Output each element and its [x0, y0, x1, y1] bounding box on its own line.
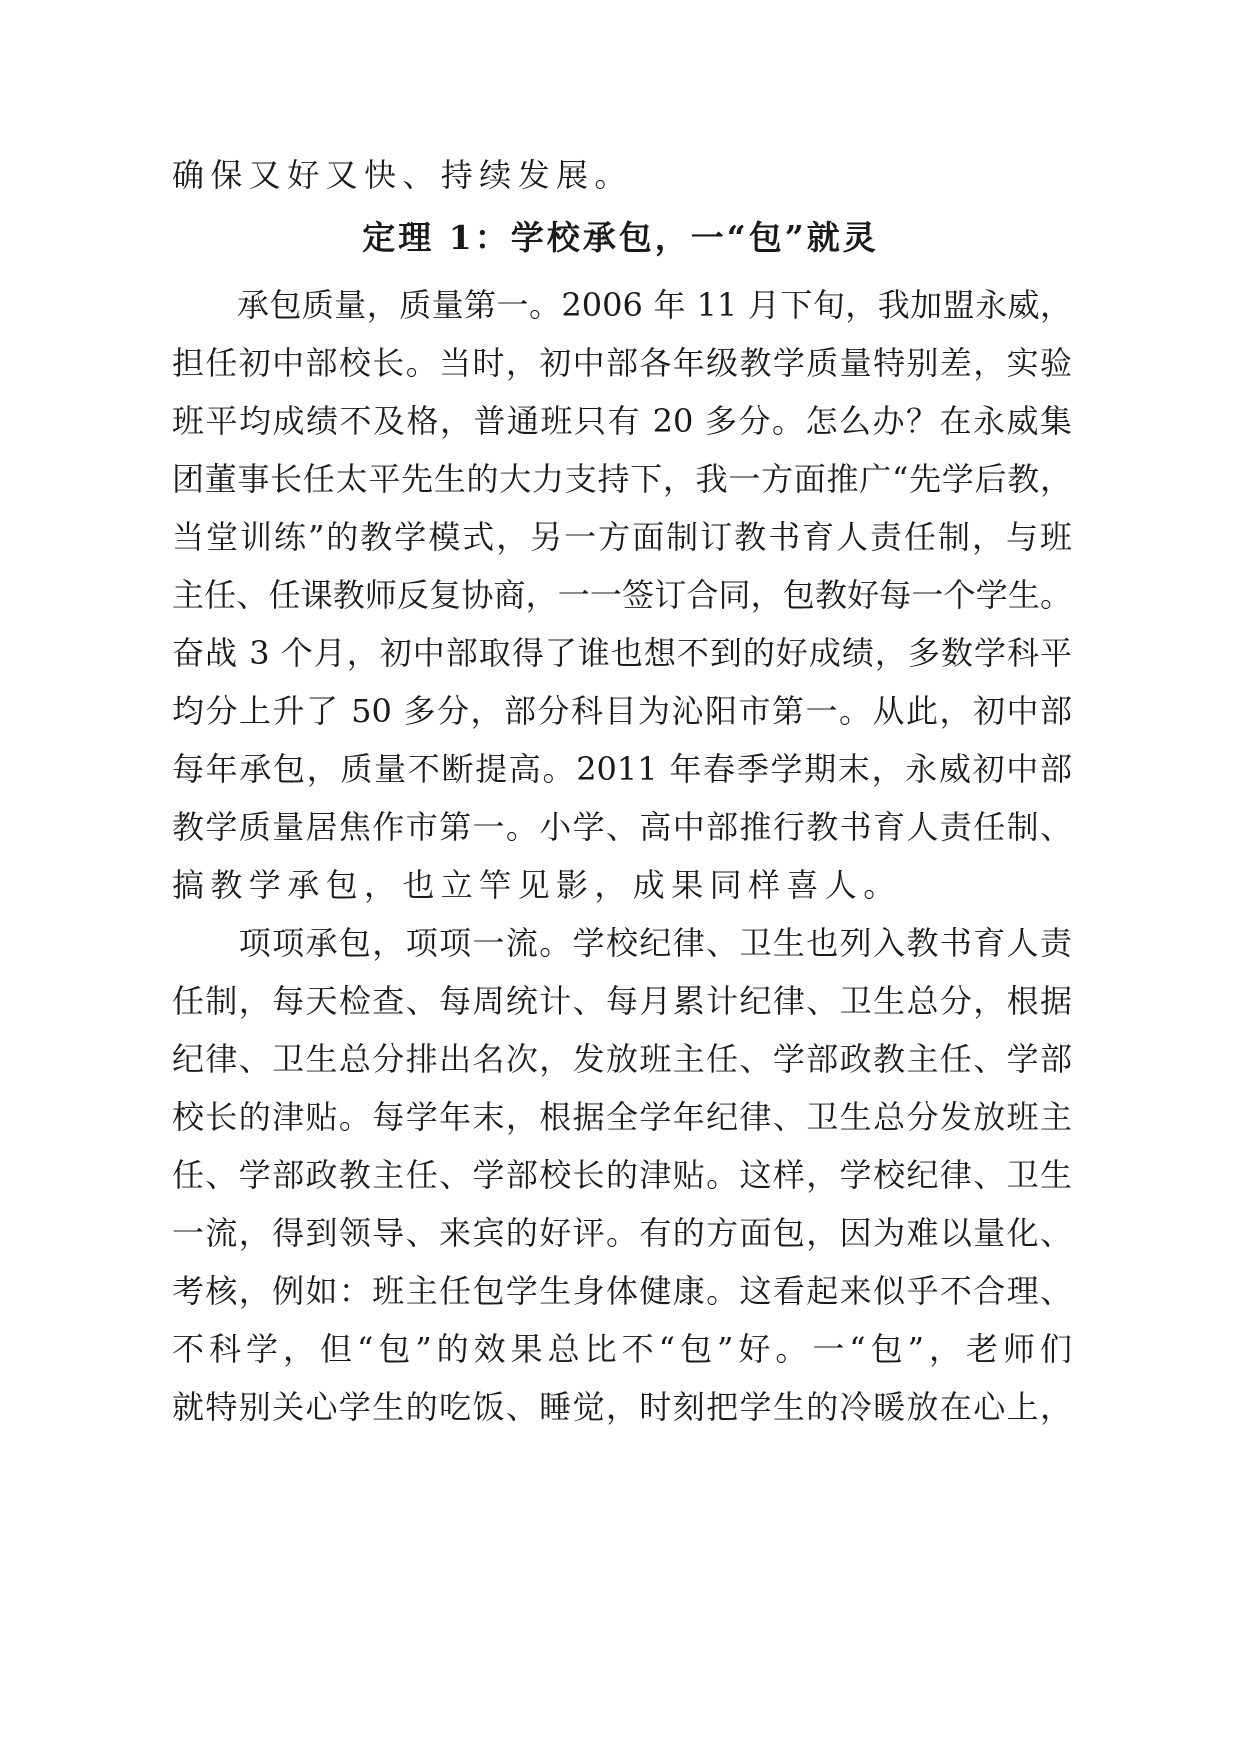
- text-line: 当堂训练”的教学模式，另一方面制订教书育人责任制，与班: [172, 518, 1072, 556]
- text-line: 任、学部政教主任、学部校长的津贴。这样，学校纪律、卫生: [172, 1156, 1072, 1194]
- text-line: 教学质量居焦作市第一。小学、高中部推行教书育人责任制、: [172, 808, 1072, 846]
- section-heading: 定理 1：学校承包，一“包”就灵: [362, 218, 879, 257]
- text-line: 均分上升了 50 多分，部分科目为沁阳市第一。从此，初中部: [172, 692, 1072, 730]
- text-line: 团董事长任太平先生的大力支持下，我一方面推广“先学后教，: [172, 460, 1072, 498]
- intro-line: 确保又好又快、持续发展。: [172, 156, 633, 194]
- text-line: 校长的津贴。每学年末，根据全学年纪律、卫生总分发放班主: [172, 1098, 1072, 1136]
- text-line: 搞教学承包，也立竿见影，成果同样喜人。: [172, 866, 902, 904]
- text-line: 任制，每天检查、每周统计、每月累计纪律、卫生总分，根据: [172, 982, 1072, 1020]
- text-line: 纪律、卫生总分排出名次，发放班主任、学部政教主任、学部: [172, 1040, 1072, 1078]
- text-line: 奋战 3 个月，初中部取得了谁也想不到的好成绩，多数学科平: [172, 634, 1072, 672]
- text-line: 班平均成绩不及格，普通班只有 20 多分。怎么办？在永威集: [172, 402, 1072, 440]
- text-line: 不科学，但“包”的效果总比不“包”好。一“包”，老师们: [172, 1330, 1072, 1368]
- text-line: 担任初中部校长。当时，初中部各年级教学质量特别差，实验: [172, 344, 1072, 382]
- text-line: 每年承包，质量不断提高。2011 年春季学期末，永威初中部: [172, 750, 1072, 788]
- text-line: 主任、任课教师反复协商，一一签订合同，包教好每一个学生。: [172, 576, 1072, 614]
- text-line: 一流，得到领导、来宾的好评。有的方面包，因为难以量化、: [172, 1214, 1072, 1252]
- text-line: 就特别关心学生的吃饭、睡觉，时刻把学生的冷暖放在心上，: [172, 1388, 1072, 1426]
- text-line: 考核，例如：班主任包学生身体健康。这看起来似乎不合理、: [172, 1272, 1072, 1310]
- text-line: 承包质量，质量第一。2006 年 11 月下旬，我加盟永威，: [172, 286, 1072, 324]
- text-line: 项项承包，项项一流。学校纪律、卫生也列入教书育人责: [172, 924, 1072, 962]
